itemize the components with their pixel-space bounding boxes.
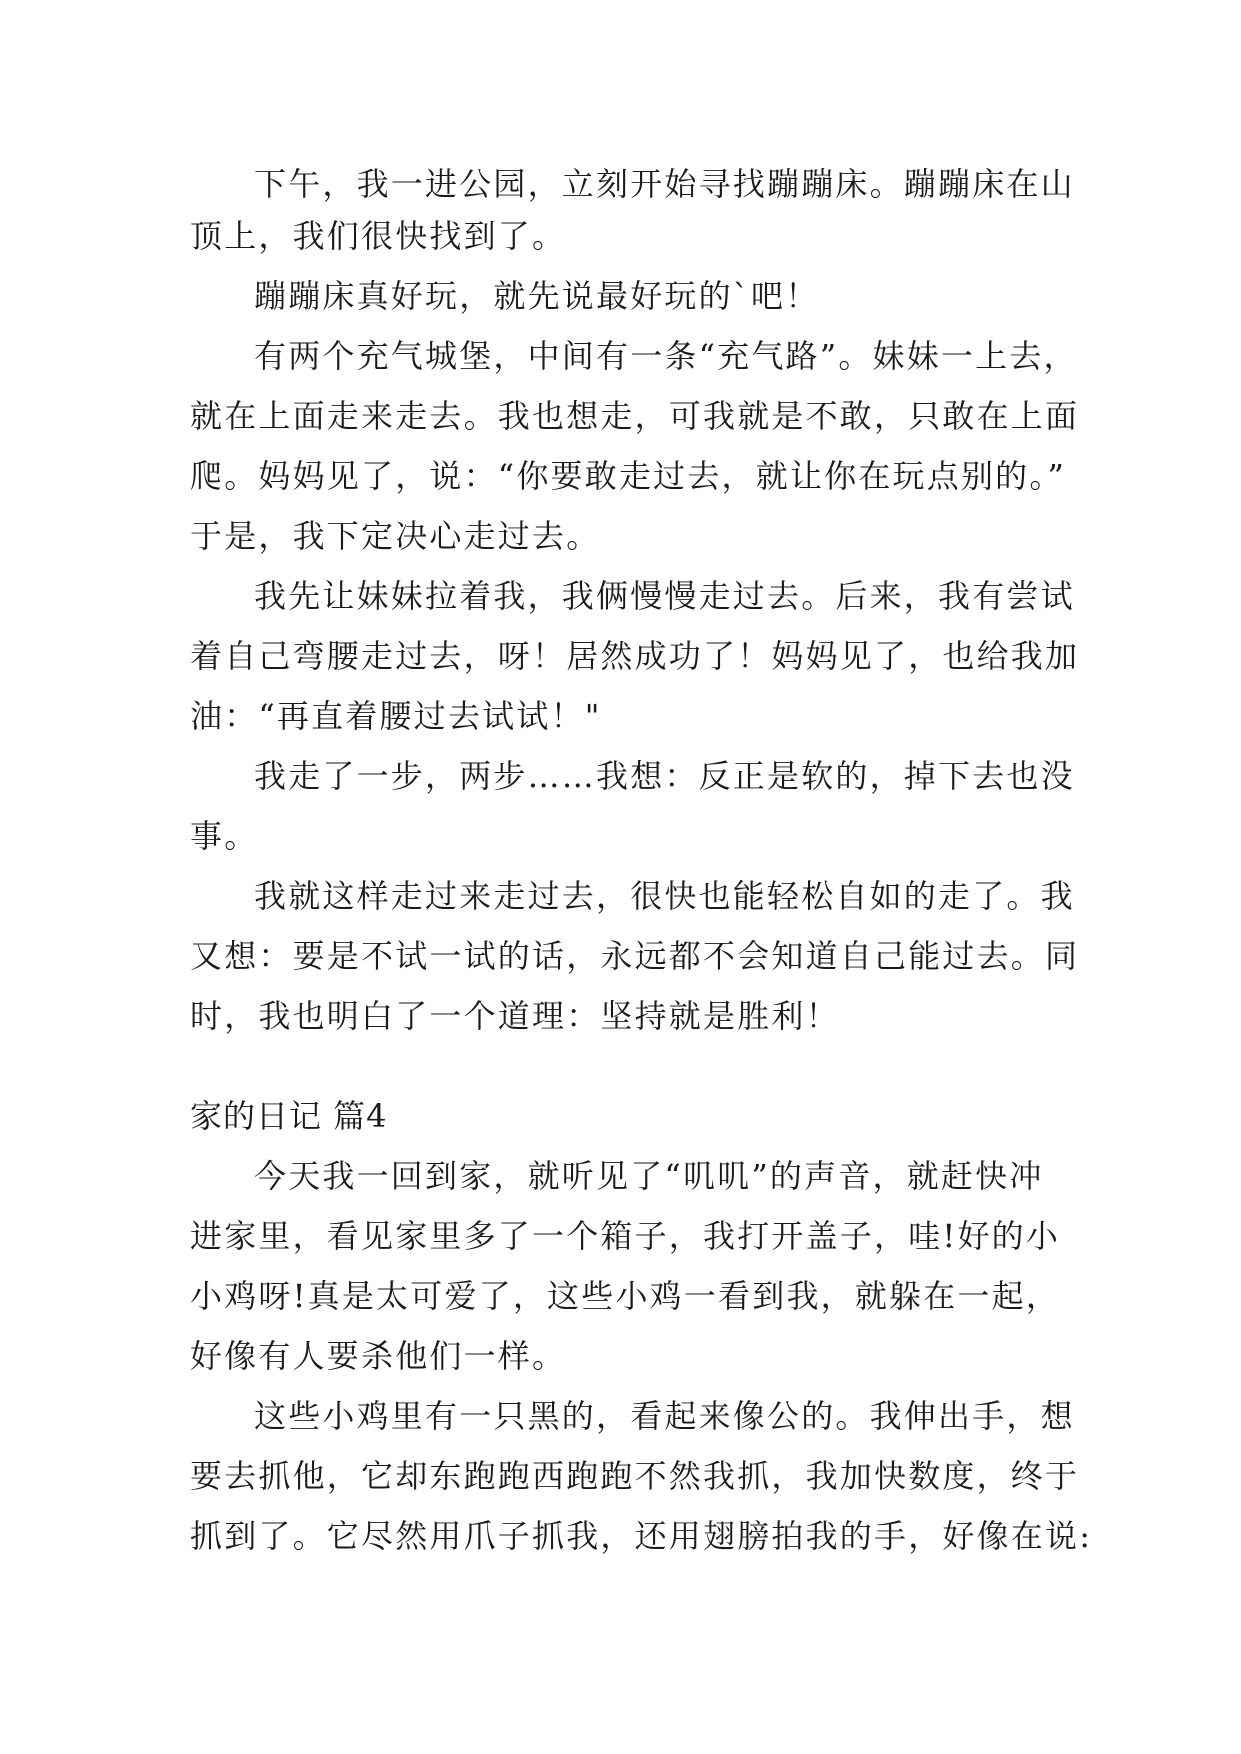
- text-line: 这些小鸡里有一只黑的，看起来像公的。我伸出手，想: [254, 1397, 1075, 1435]
- text-line: 下午，我一进公园，立刻开始寻找蹦蹦床。蹦蹦床在山: [254, 165, 1075, 203]
- text-line: 我走了一步，两步……我想：反正是软的，掉下去也没: [254, 757, 1075, 795]
- text-line: 有两个充气城堡，中间有一条“充气路”。妹妹一上去，: [254, 337, 1078, 375]
- text-line: 于是，我下定决心走过去。: [190, 517, 601, 555]
- text-line: 我先让妹妹拉着我，我俩慢慢走过去。后来，我有尝试: [254, 577, 1075, 615]
- text-line: 时，我也明白了一个道理：坚持就是胜利！: [190, 997, 840, 1035]
- text-line: 好像有人要杀他们一样。: [190, 1337, 567, 1375]
- text-line: 小鸡呀!真是太可爱了，这些小鸡一看到我，就躲在一起，: [190, 1277, 1061, 1315]
- text-line: 要去抓他，它却东跑跑西跑跑不然我抓，我加快数度，终于: [190, 1457, 1080, 1495]
- text-line: 着自己弯腰走过去，呀！居然成功了！妈妈见了，也给我加: [190, 637, 1080, 675]
- text-line: 顶上，我们很快找到了。: [190, 217, 567, 255]
- text-line: 油：“再直着腰过去试试！": [190, 697, 602, 735]
- text-line: 进家里，看见家里多了一个箱子，我打开盖子，哇!好的小: [190, 1217, 1061, 1255]
- section-heading: 家的日记 篇4: [190, 1097, 388, 1135]
- text-line: 事。: [190, 817, 259, 855]
- text-line: 又想：要是不试一试的话，永远都不会知道自己能过去。同: [190, 937, 1080, 975]
- text-line: 蹦蹦床真好玩，就先说最好玩的`吧！: [254, 277, 820, 315]
- text-line: 就在上面走来走去。我也想走，可我就是不敢，只敢在上面: [190, 397, 1080, 435]
- text-line: 爬。妈妈见了，说：“你要敢走过去，就让你在玩点别的。”: [190, 457, 1067, 495]
- text-line: 抓到了。它尽然用爪子抓我，还用翅膀拍我的手，好像在说:: [190, 1517, 1093, 1555]
- text-line: 我就这样走过来走过去，很快也能轻松自如的走了。我: [254, 877, 1075, 915]
- text-line: 今天我一回到家，就听见了“叽叽”的声音，就赶快冲: [254, 1157, 1044, 1195]
